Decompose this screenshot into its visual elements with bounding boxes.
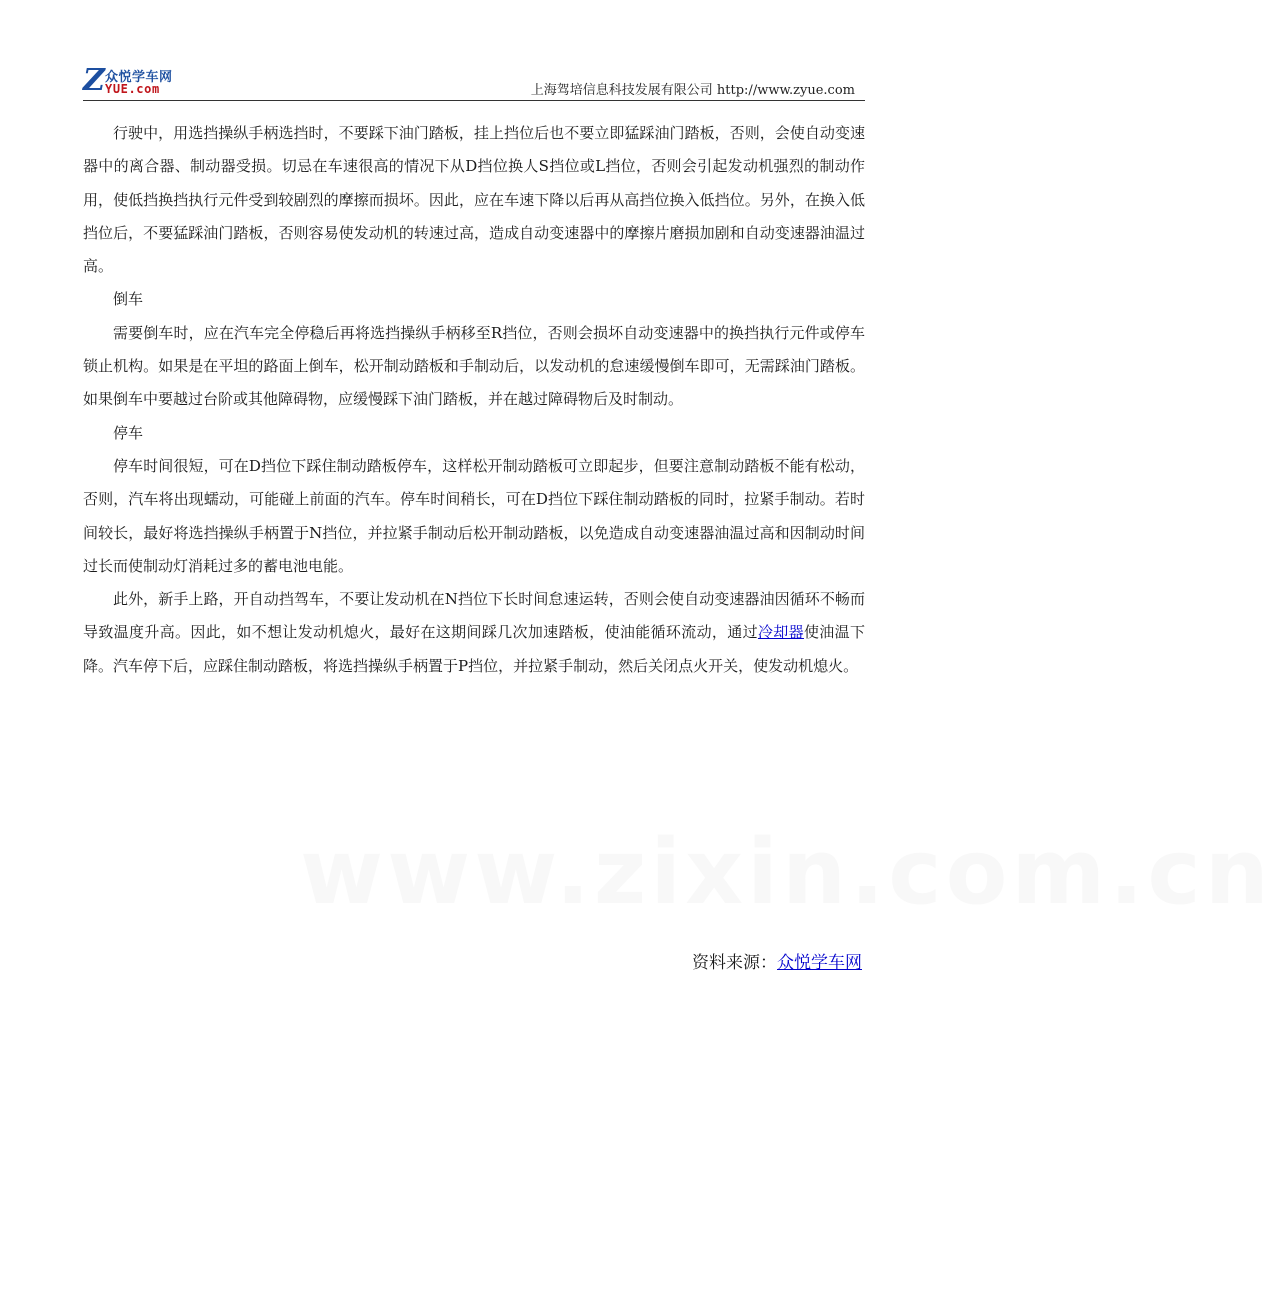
page-header [83,62,865,101]
watermark: www.zixin.com.cn [300,820,1273,925]
article-body [83,117,865,683]
logo-domain: YUE.com [105,82,160,96]
paragraph-parking: 停车时间很短，可在D挡位下踩住制动踏板停车，这样松开制动踏板可立即起步，但要注意制动踏板不能有松动，否则，汽车将出现蠕动，可能碰上前面的汽车。停车时间稍长，可在D挡位下踩住制动踏板的同时，拉紧手制动。若时间较长，最好将选挡操纵手柄置于N挡位，并拉紧手制动后松开制动踏板，以免造成自动变速器油温过高和因制动时间过长而使制动灯消耗过多的蓄电池电能。 [83,456,865,575]
company-name: 上海驾培信息科技发展有限公司 http://www.zyue.com [530,83,855,98]
paragraph-reverse: 需要倒车时，应在汽车完全停稳后再将选挡操纵手柄移至R挡位，否则会损坏自动变速器中的换挡执行元件或停车锁止机构。如果是在平坦的路面上倒车，松开制动踏板和手制动后，以发动机的怠速缓慢倒车即可，无需踩油门踏板。如果倒车中要越过台阶或其他障碍物，应缓慢踩下油门踏板，并在越过障碍物后及时制动。 [83,323,865,409]
paragraph-driving: 行驶中，用选挡操纵手柄选挡时，不要踩下油门踏板，挂上挡位后也不要立即猛踩油门踏板，否则，会使自动变速器中的离合器、制动器受损。切忌在车速很高的情况下从D挡位换人S挡位或L挡位，否则会引起发动机强烈的制动作用，使低挡换挡执行元件受到较剧烈的摩擦而损坏。因此，应在车速下降以后再从高挡位换入低挡位。另外，在换入低挡位后，不要猛踩油门踏板，否则容易使发动机的转速过高，造成自动变速器中的摩擦片磨损加剧和自动变速器油温过高。 [83,124,865,276]
paragraph-additional-part2: 使油温下降。汽车停下后，应踩住制动踏板，将选挡操纵手柄置于P挡位，并拉紧手制动，然后关闭点火开关，使发动机熄火。 [83,623,865,675]
source-line [692,948,862,973]
paragraph-additional [83,583,865,683]
paragraph-additional-part1: 此外，新手上路，开自动挡驾车，不要让发动机在N挡位下长时间怠速运转，否则会使自动变速器油因循环不畅而导致温度升高。因此，如不想让发动机熄火，最好在这期间踩几次加速踏板，使油能循环流动，通过 [83,590,865,642]
source-link[interactable]: 众悦学车网 [777,953,862,973]
source-label: 资料来源： [692,953,777,973]
heading-reverse: 倒车 [113,290,144,309]
heading-parking: 停车 [113,423,144,442]
site-logo[interactable] [83,63,203,98]
cooler-link[interactable]: 冷却器 [757,623,804,642]
logo-title: 众悦学车网 [105,70,173,85]
logo-letter: Z [83,63,105,98]
